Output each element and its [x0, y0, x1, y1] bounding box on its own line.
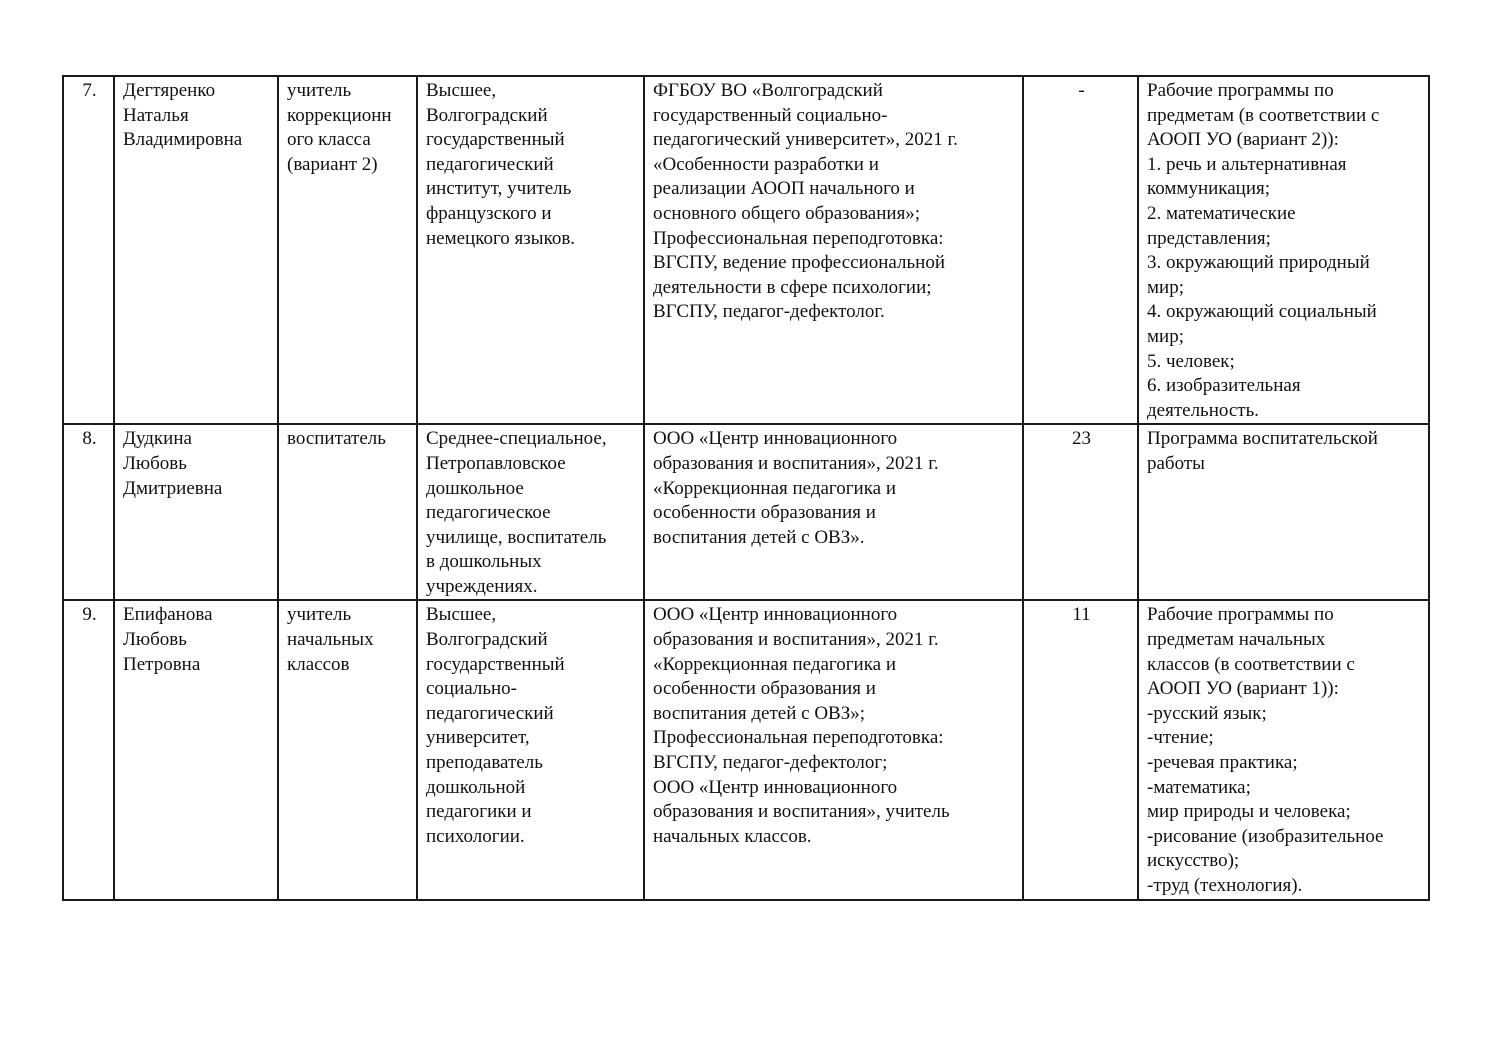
table-row [63, 76, 1429, 424]
programs-cell: Рабочие программы по предметам (в соответствии с АООП УО (вариант 2)): 1. речь и альтернативная коммуникация; 2. математические представления; 3. окружающий природный мир; 4. окружающий социальный мир; 5. человек; 6. изобразительная деятельность. [1138, 76, 1429, 424]
hours-cell: 23 [1023, 424, 1138, 600]
row-number-cell: 9. [63, 600, 114, 899]
position-cell: учитель коррекционн ого класса (вариант 2) [278, 76, 417, 424]
table-row [63, 424, 1429, 600]
programs-cell: Программа воспитательской работы [1138, 424, 1429, 600]
training-cell: ФГБОУ ВО «Волгоградский государственный социально- педагогический университет», 2021 г. «Особенности разработки и реализации АООП начального и основного общего образования»; Профессиональная переподготовка: ВГСПУ, ведение профессиональной деятельности в сфере психологии; ВГСПУ, педагог-дефектолог. [644, 76, 1023, 424]
position-cell: учитель начальных классов [278, 600, 417, 899]
row-number-cell: 7. [63, 76, 114, 424]
teacher-name-cell: Епифанова Любовь Петровна [114, 600, 278, 899]
position-cell: воспитатель [278, 424, 417, 600]
hours-cell: - [1023, 76, 1138, 424]
education-cell: Высшее, Волгоградский государственный социально- педагогический университет, преподаватель дошкольной педагогики и психологии. [417, 600, 644, 899]
row-number-cell: 8. [63, 424, 114, 600]
education-cell: Среднее-специальное, Петропавловское дошкольное педагогическое училище, воспитатель в дошкольных учреждениях. [417, 424, 644, 600]
hours-cell: 11 [1023, 600, 1138, 899]
training-cell: ООО «Центр инновационного образования и воспитания», 2021 г. «Коррекционная педагогика и особенности образования и воспитания детей с ОВЗ»; Профессиональная переподготовка: ВГСПУ, педагог-дефектолог; ООО «Центр инновационного образования и воспитания», учитель начальных классов. [644, 600, 1023, 899]
table-row [63, 600, 1429, 899]
teacher-name-cell: Дегтяренко Наталья Владимировна [114, 76, 278, 424]
programs-cell: Рабочие программы по предметам начальных классов (в соответствии с АООП УО (вариант 1)): -русский язык; -чтение; -речевая практика; -математика; мир природы и человека; -рисование (изобразительное искусство); -труд (технология). [1138, 600, 1429, 899]
teacher-name-cell: Дудкина Любовь Дмитриевна [114, 424, 278, 600]
training-cell: ООО «Центр инновационного образования и воспитания», 2021 г. «Коррекционная педагогика и особенности образования и воспитания детей с ОВЗ». [644, 424, 1023, 600]
education-cell: Высшее, Волгоградский государственный педагогический институт, учитель французского и немецкого языков. [417, 76, 644, 424]
staff-table [62, 75, 1430, 901]
